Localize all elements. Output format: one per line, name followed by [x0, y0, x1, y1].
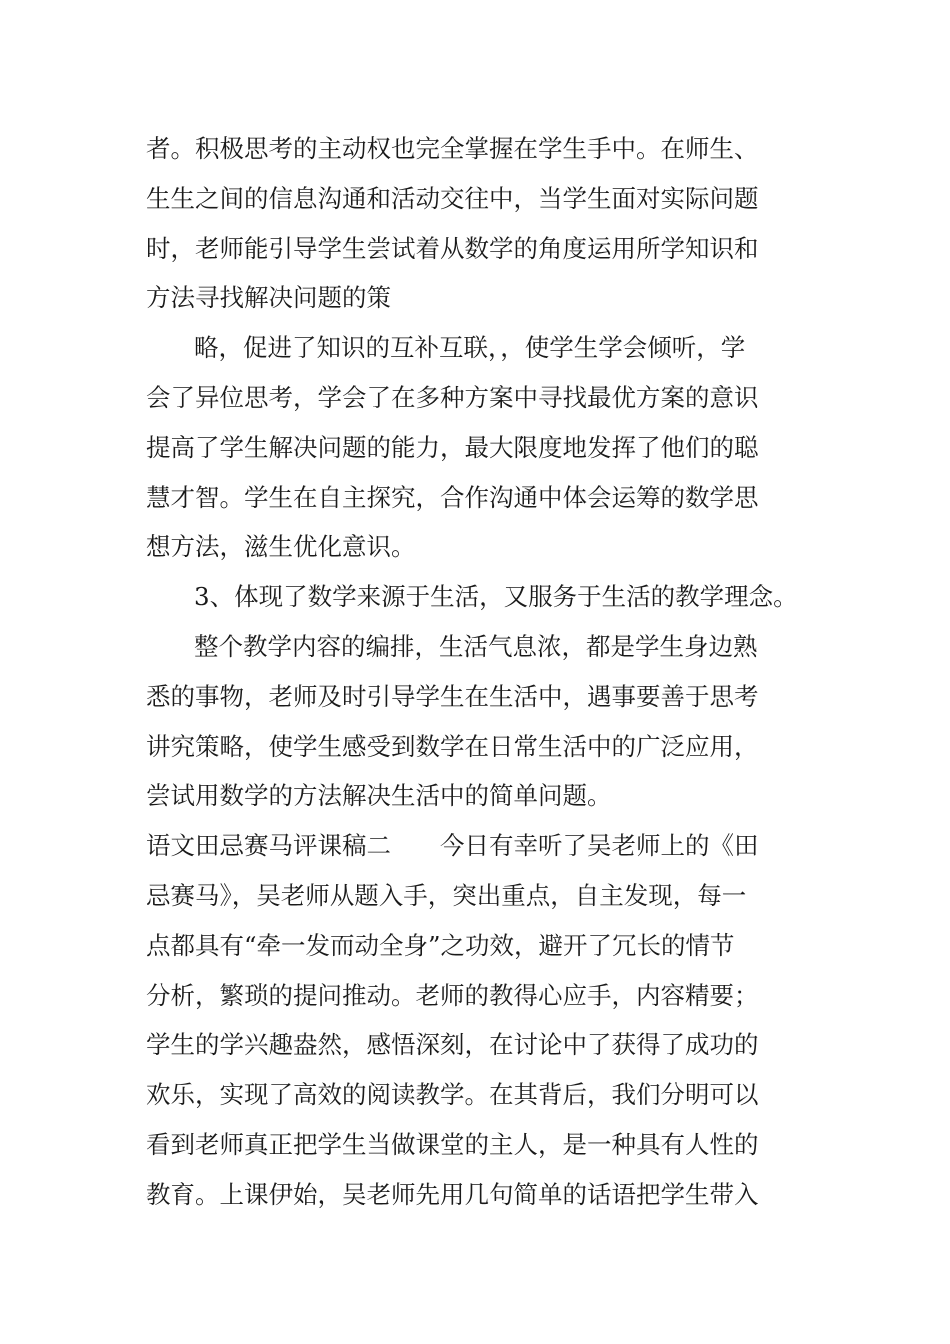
- text-line: 略，促进了知识的互补互联，，使学生学会倾听，学: [194, 333, 746, 363]
- text-line: 生生之间的信息沟通和活动交往中，当学生面对实际问题: [146, 183, 759, 213]
- body-text: [146, 124, 816, 1220]
- text-line: 看到老师真正把学生当做课堂的主人，是一种具有人性的: [146, 1129, 759, 1159]
- text-line: 分析，繁琐的提问推动。老师的教得心应手，内容精要；: [146, 980, 759, 1010]
- text-line: 整个教学内容的编排，生活气息浓，都是学生身边熟: [194, 631, 758, 661]
- text-line: 会了异位思考，学会了在多种方案中寻找最优方案的意识: [146, 382, 759, 412]
- text-line: 慧才智。学生在自主探究，合作沟通中体会运筹的数学思: [146, 482, 759, 512]
- text-line: 方法寻找解决问题的策: [146, 283, 391, 313]
- text-line: 教育。上课伊始，吴老师先用几句简单的话语把学生带入: [146, 1179, 759, 1209]
- text-line: 者。积极思考的主动权也完全掌握在学生手中。在师生、: [146, 134, 759, 163]
- text-line: 忌赛马》，吴老师从题入手，突出重点，自主发现，每一: [146, 880, 747, 910]
- text-line: 悉的事物，老师及时引导学生在生活中，遇事要善于思考: [146, 681, 759, 711]
- text-line: 欢乐，实现了高效的阅读教学。在其背后，我们分明可以: [146, 1080, 759, 1110]
- text-line: 想方法，滋生优化意识。: [146, 532, 416, 562]
- text-line: 学生的学兴趣盎然，感悟深刻，在讨论中了获得了成功的: [146, 1030, 759, 1060]
- text-line: 讲究策略，使学生感受到数学在日常生活中的广泛应用，: [146, 731, 759, 761]
- text-line: 点都具有“牵一发而动全身”之功效，避开了冗长的情节: [146, 930, 735, 960]
- text-line: 3、体现了数学来源于生活，又服务于生活的教学理念。: [194, 582, 798, 612]
- text-line: 语文田忌赛马评课稿二 今日有幸听了吴老师上的《田: [146, 831, 759, 861]
- text-line: 尝试用数学的方法解决生活中的简单问题。: [146, 781, 612, 811]
- text-line: 时，老师能引导学生尝试着从数学的角度运用所学知识和: [146, 233, 759, 263]
- text-line: 提高了学生解决问题的能力，最大限度地发挥了他们的聪: [146, 432, 759, 462]
